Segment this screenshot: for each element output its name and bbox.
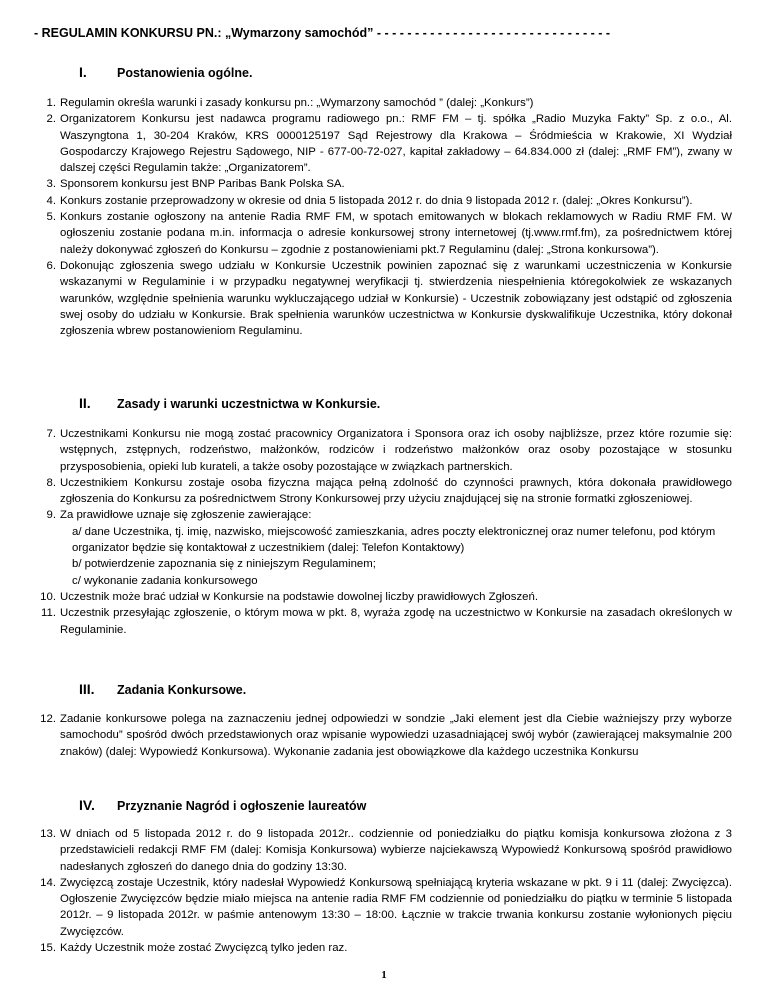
- item-number: 3.: [46, 178, 56, 191]
- item-text: Konkurs zostanie przeprowadzony w okresie od dnia 5 listopada 2012 r. do dnia 9 listopada 2012 r. (dalej: „Okres Konkursu”).: [60, 194, 693, 207]
- section-heading-2: [79, 395, 380, 411]
- item-text: Uczestnikami Konkursu nie mogą zostać pracownicy Organizatora i Sponsora oraz ich osoby najbliższe, przez które rozumie się: wstępnych, zstępnych, rodzeństwo, małżonków, rodziców i rodzeństwo małżonków oraz osoby pozostające w stosunku przysposobienia, opieki lub kurateli, a także osoby pozostające w związkach partnerskich.: [60, 428, 732, 473]
- sub-item: c/ wykonanie zadania konkursowego: [72, 574, 258, 587]
- item-number: 6.: [46, 259, 56, 272]
- section-number: III.: [79, 681, 95, 697]
- item-text: Zadanie konkursowe polega na zaznaczeniu jednej odpowiedzi w sondzie „Jaki element jest dla Ciebie ważniejszy przy wyborze samochodu” spośród dwóch przedstawionych oraz wpisanie wypowiedzi uzasadniającej swój wybór (zawierającej maksymalnie 200 znaków) (dalej: Wypowiedź Konkursowa). Wykonanie zadania jest obowiązkowe dla każdego uczestnika Konkursu: [60, 713, 732, 758]
- section-title: Zadania Konkursowe.: [117, 683, 247, 697]
- list-item: [30, 507, 732, 588]
- section-heading-3: [79, 681, 246, 697]
- item-text: Konkurs zostanie ogłoszony na antenie Radia RMF FM, w spotach emitowanych w blokach reklamowych w Radiu RMF FM. W ogłoszeniu zostanie podana m.in. informacja o adresie konkursowej strony internetowej (tj.www.rmf.fm), za pośrednictwem której należy dokonywać zgłoszeń do Konkursu – zgodnie z postanowieniami pkt.7 Regulaminu (dalej: „Strona konkursowa”).: [60, 211, 732, 256]
- list-item: [30, 193, 732, 209]
- item-text: Każdy Uczestnik może zostać Zwycięzcą tylko jeden raz.: [60, 942, 348, 955]
- section-items-2: [30, 426, 732, 638]
- list-item: [30, 111, 732, 176]
- page-number: 1: [381, 969, 387, 981]
- section-number: I.: [79, 64, 87, 80]
- item-text: Regulamin określa warunki i zasady konkursu pn.: „Wymarzony samochód ” (dalej: „Konkurs”): [60, 97, 534, 109]
- item-number: 10.: [40, 590, 56, 603]
- list-item: [30, 589, 732, 605]
- section-title: Postanowienia ogólne.: [117, 66, 253, 80]
- item-text: Organizatorem Konkursu jest nadawca programu radiowego pn.: RMF FM – tj. spółka „Radio Muzyka Fakty” Sp. z o.o., Al. Waszyngtona 1, 30-204 Kraków, KRS 0000125197 Sąd Rejestrowy dla Krakowa – Śródmieścia w Krakowie, XI Wydział Gospodarczy Krajowego Rejestru Sądowego, NIP - 677-00-72-027, kapitał zakładowy – 64.834.000 zł (dalej: „RMF FM”), zwany w dalszej części Regulamin także: „Organizatorem”.: [60, 113, 732, 175]
- list-item: [30, 258, 732, 339]
- list-item: [30, 940, 732, 956]
- sub-item: a/ dane Uczestnika, tj. imię, nazwisko, miejscowość zamieszkania, adres poczty elektronicznej oraz numer telefonu, pod którym organizator będzie się kontaktował z uczestnikiem (dalej: Telefon Kontaktowy): [72, 525, 716, 555]
- item-number: 9.: [46, 509, 56, 522]
- item-text: Dokonując zgłoszenia swego udziału w Konkursie Uczestnik powinien zapoznać się z warunkami uczestniczenia w Konkursie wskazanymi w Regulaminie i w przypadku negatywnej weryfikacji tj. stwierdzenia niespełnienia któregokolwiek ze wskazanych warunków, względnie spełnienia warunku wykluczającego udział w Konkursie) - Uczestnik zobowiązany jest odstąpić od zgłoszenia swej osoby do udziału w Konkursie. Brak spełnienia warunków uczestnictwa w Konkursie dyskwalifikuje Uczestnika, który dokonał zgłoszenia wbrew postanowieniom Regulaminu.: [60, 259, 732, 338]
- item-number: 11.: [41, 607, 56, 620]
- item-number: 4.: [46, 194, 56, 207]
- section-heading-1: [79, 64, 252, 80]
- list-item: [30, 209, 732, 258]
- item-text: Uczestnik przesyłając zgłoszenie, o którym mowa w pkt. 8, wyraża zgodę na uczestnictwo w Konkursie na zasadach określonych w Regulaminie.: [60, 607, 732, 636]
- item-number: 8.: [46, 476, 56, 489]
- section-number: IV.: [79, 797, 95, 813]
- list-item: [30, 875, 732, 940]
- item-text: Uczestnikiem Konkursu zostaje osoba fizyczna mająca pełną zdolność do czynności prawnych, która dokonała prawidłowego zgłoszenia do Konkursu za pośrednictwem Strony Konkursowej przy użyciu znajdującej się na stronie formatki zgłoszeniowej.: [60, 476, 732, 506]
- section-title: Zasady i warunki uczestnictwa w Konkursie.: [117, 397, 381, 411]
- item-text: W dniach od 5 listopada 2012 r. do 9 listopada 2012r.. codziennie od poniedziałku do piątku komisja konkursowa złożona z 3 przedstawicieli redakcji RMF FM (dalej: Komisja Konkursowa) wybierze najciekawszą Wypowiedź Konkursową spośród prawidłowo nadesłanych zgłoszeń do danego dnia do godziny 13:30.: [60, 828, 732, 873]
- list-item: [30, 426, 732, 475]
- list-item: [30, 95, 732, 111]
- section-title: Przyznanie Nagród i ogłoszenie laureatów: [117, 799, 367, 813]
- list-item: [30, 176, 732, 192]
- item-number: 12.: [40, 713, 56, 725]
- section-items-1: [30, 95, 732, 339]
- section-items-4: [30, 826, 732, 956]
- item-number: 7.: [46, 428, 56, 440]
- item-number: 5.: [46, 211, 56, 224]
- document-title: - REGULAMIN KONKURSU PN.: „Wymarzony samochód” - - - - - - - - - - - - - - - - - - - - - - - - - - - - - - -: [34, 26, 611, 40]
- item-number: 14.: [40, 876, 56, 889]
- list-item: [30, 826, 732, 875]
- item-number: 15.: [40, 942, 56, 955]
- section-items-3: [30, 711, 732, 760]
- item-text: Sponsorem konkursu jest BNP Paribas Bank Polska SA.: [60, 178, 345, 191]
- item-text: Zwycięzcą zostaje Uczestnik, który nadesłał Wypowiedź Konkursową spełniającą kryteria wskazane w pkt. 9 i 11 (dalej: Zwycięzca). Ogłoszenie Zwycięzców będzie miało miejsca na antenie radia RMF FM codziennie od poniedziałku do piątku w terminie 5 listopada 2012r. – 9 listopada 2012r. w paśmie antenowym 13:30 – 18:00. Łącznie w trakcie trwania konkursu zostanie wyłonionych pięciu Zwycięzców.: [60, 876, 732, 938]
- section-heading-4: [79, 797, 366, 813]
- item-number: 2.: [46, 113, 56, 126]
- item-number: 13.: [40, 828, 56, 840]
- item-number: 1.: [46, 97, 56, 109]
- sub-item: b/ potwierdzenie zapoznania się z niniejszym Regulaminem;: [72, 558, 376, 571]
- list-item: [30, 711, 732, 760]
- item-text: Za prawidłowe uznaje się zgłoszenie zawierające:: [60, 509, 312, 522]
- list-item: [30, 475, 732, 508]
- list-item: [30, 605, 732, 638]
- section-number: II.: [79, 395, 91, 411]
- item-text: Uczestnik może brać udział w Konkursie na podstawie dowolnej liczby prawidłowych Zgłoszeń.: [60, 590, 538, 603]
